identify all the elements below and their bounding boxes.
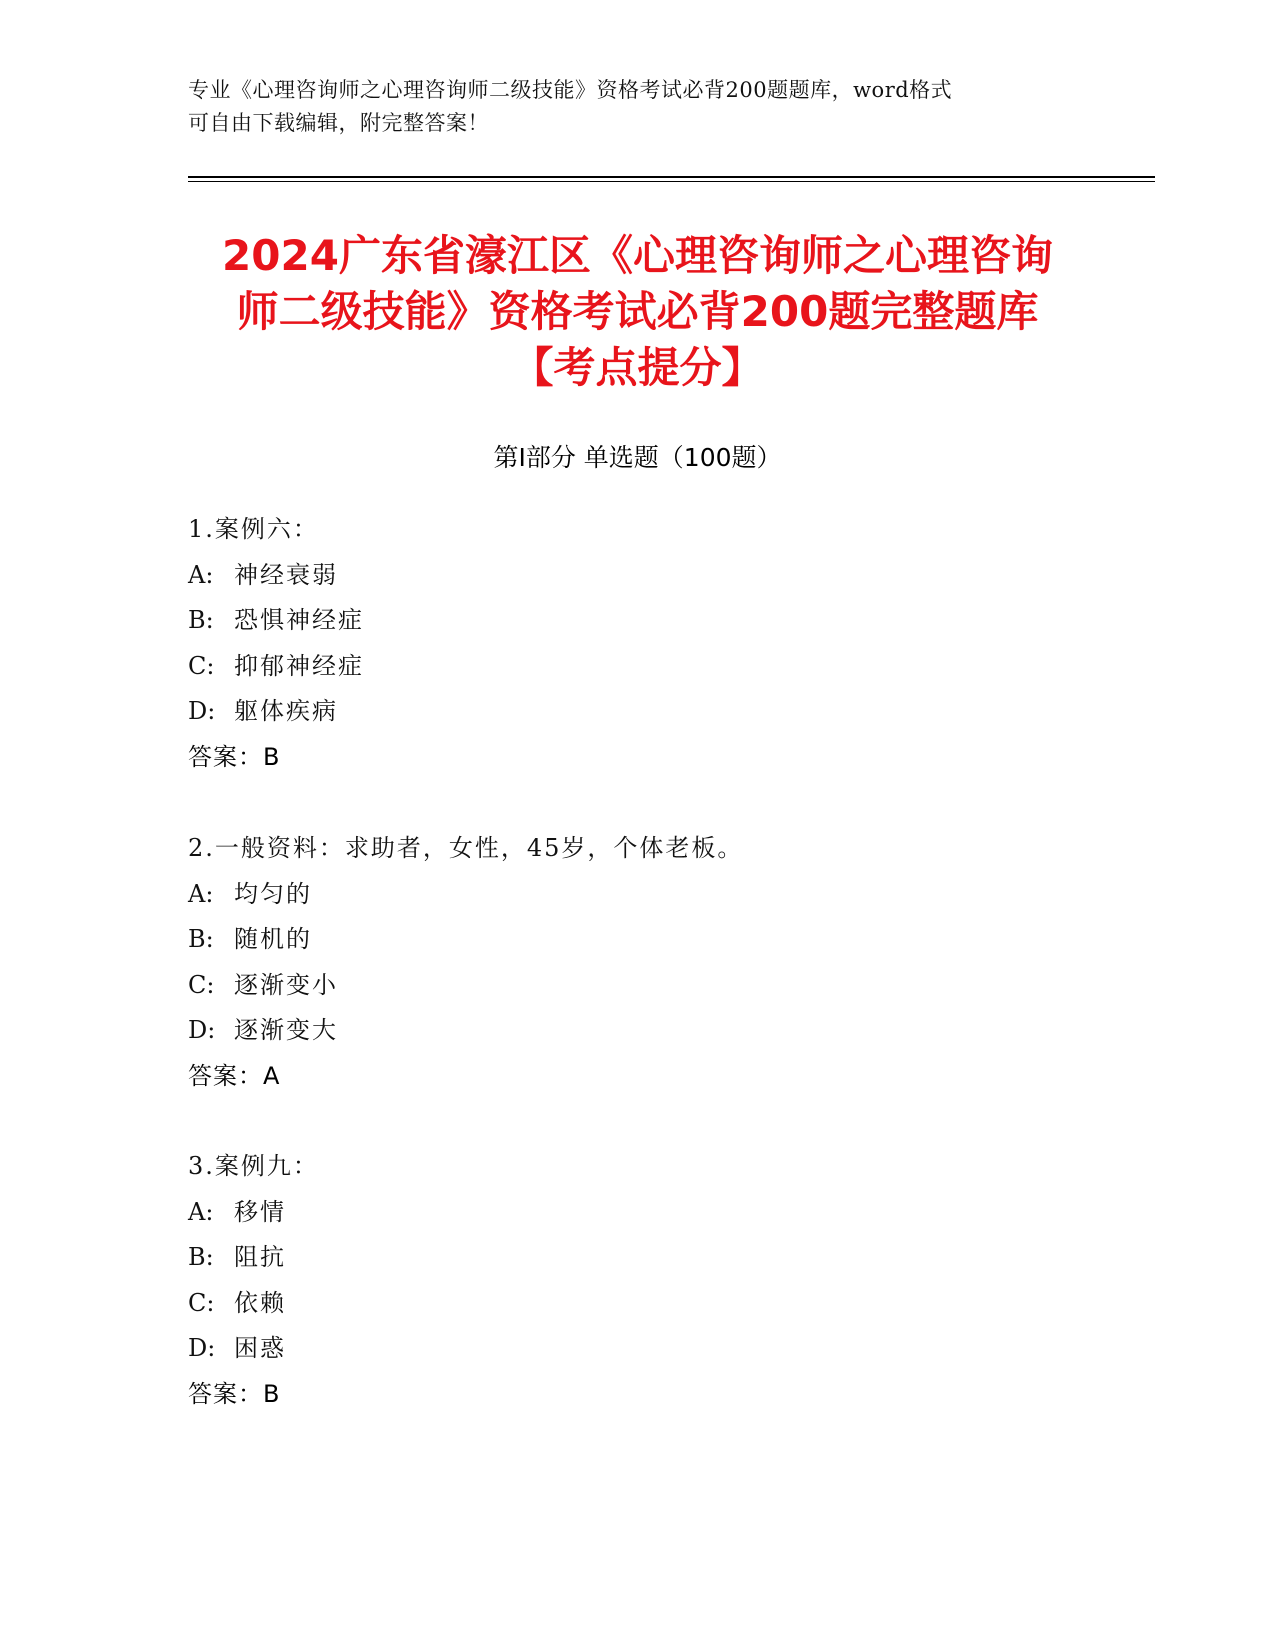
option-key: D: [188,1334,216,1362]
option-d [188,689,1088,735]
document-title-line-3: 【考点提分】 [511,343,764,392]
option-d [188,1326,1088,1372]
option-b [188,1235,1088,1281]
question-2 [188,826,1088,1099]
option-key: B: [188,925,214,953]
option-text: 随机的 [234,925,312,953]
question-stem: 1.案例六： [188,515,319,543]
question-stem: 2.一般资料：求助者，女性，45岁，个体老板。 [188,834,744,862]
option-text: 困惑 [234,1334,286,1362]
answer: 答案：B [188,1379,281,1408]
option-a [188,553,1088,599]
answer: 答案：A [188,1061,281,1090]
option-key: C: [188,1288,215,1317]
option-key: C: [188,970,215,999]
option-c [188,1281,1088,1327]
option-c [188,963,1088,1009]
document-title-line-1: 2024广东省濠江区《心理咨询师之心理咨询 [222,231,1053,280]
option-text: 恐惧神经症 [234,606,364,634]
header-note-line-1: 专业《心理咨询师之心理咨询师二级技能》资格考试必背200题题库，word格式 [188,78,953,102]
option-key: C: [188,651,215,680]
option-b [188,598,1088,644]
option-key: D: [188,697,216,725]
option-text: 逐渐变大 [234,1016,338,1044]
option-d [188,1008,1088,1054]
option-text: 阻抗 [234,1243,286,1271]
option-text: 依赖 [234,1288,286,1317]
document-title-line-2: 师二级技能》资格考试必背200题完整题库 [236,287,1039,336]
option-text: 均匀的 [234,879,312,908]
option-key: B: [188,1243,214,1271]
section-title: 第I部分 单选题（100题） [493,443,782,472]
question-1 [188,507,1088,780]
header-divider-thin [188,181,1155,182]
option-text: 抑郁神经症 [234,651,364,680]
document-title [100,228,1175,396]
header-note [188,74,1088,140]
option-a [188,1190,1088,1236]
option-key: A: [188,1197,214,1226]
option-text: 移情 [234,1197,286,1226]
answer: 答案：B [188,742,281,771]
option-c [188,644,1088,690]
option-text: 逐渐变小 [234,970,338,999]
option-key: A: [188,560,214,589]
option-key: A: [188,879,214,908]
question-3 [188,1144,1088,1417]
header-divider-thick [188,176,1155,178]
option-key: B: [188,606,214,634]
question-stem: 3.案例九： [188,1152,319,1180]
option-a [188,872,1088,918]
option-b [188,917,1088,963]
option-key: D: [188,1016,216,1044]
header-note-line-2: 可自由下载编辑，附完整答案！ [188,111,489,135]
option-text: 神经衰弱 [234,560,338,589]
option-text: 躯体疾病 [234,697,338,725]
